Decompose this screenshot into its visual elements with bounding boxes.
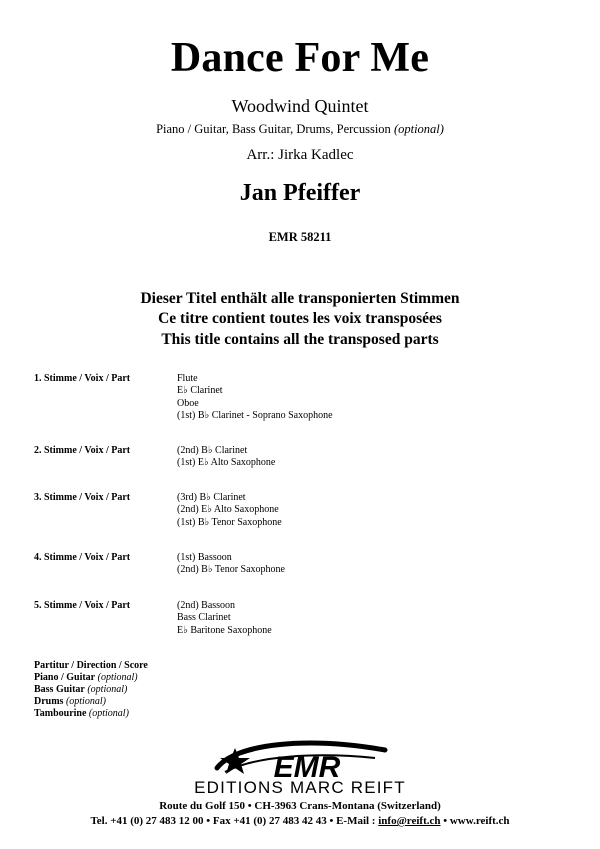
score-title: Dance For Me bbox=[170, 35, 430, 81]
logo-text: EMR bbox=[273, 751, 341, 784]
part-3-label: 3. Stimme / Voix / Part bbox=[34, 492, 131, 503]
instrument: E♭ Clarinet bbox=[177, 385, 223, 397]
instrument: (1st) Bassoon bbox=[177, 552, 232, 563]
extra-bass: Bass Guitar (optional) bbox=[34, 684, 128, 695]
part-2-label: 2. Stimme / Voix / Part bbox=[34, 445, 131, 456]
arranger: Arr.: Jirka Kadlec bbox=[246, 147, 354, 163]
extra-drums: Drums (optional) bbox=[34, 696, 106, 707]
additional-parts bbox=[34, 660, 148, 720]
extra-tambourine: Tambourine (optional) bbox=[34, 708, 129, 719]
instrument: (1st) B♭ Tenor Saxophone bbox=[177, 516, 282, 528]
extra-piano: Piano / Guitar (optional) bbox=[34, 672, 138, 683]
instrument: (1st) E♭ Alto Saxophone bbox=[177, 457, 276, 469]
publisher-address: Route du Golf 150 • CH-3963 Crans-Montana (Switzerland) bbox=[159, 800, 441, 812]
instrument: E♭ Baritone Saxophone bbox=[177, 624, 272, 636]
instrument: (3rd) B♭ Clarinet bbox=[177, 492, 246, 503]
composer: Jan Pfeiffer bbox=[239, 180, 361, 206]
instrument: (2nd) B♭ Clarinet bbox=[177, 445, 248, 456]
ensemble-subtitle: Woodwind Quintet bbox=[231, 96, 369, 116]
part-5-label: 5. Stimme / Voix / Part bbox=[34, 600, 131, 611]
instrument: (2nd) E♭ Alto Saxophone bbox=[177, 504, 279, 516]
instrument: Flute bbox=[177, 373, 198, 384]
part-5-instruments bbox=[177, 600, 272, 637]
part-4-label: 4. Stimme / Voix / Part bbox=[34, 552, 131, 563]
part-2-instruments bbox=[177, 445, 275, 470]
email-link[interactable]: info@reift.ch bbox=[378, 815, 441, 827]
instrument: (1st) B♭ Clarinet - Soprano Saxophone bbox=[177, 410, 333, 422]
publisher-name: EDITIONS MARC REIFT bbox=[194, 778, 406, 797]
notice-english: This title contains all the transposed parts bbox=[161, 331, 439, 348]
instrumentation-main: Piano / Guitar, Bass Guitar, Drums, Percussion bbox=[156, 122, 394, 136]
instrument: (2nd) Bassoon bbox=[177, 600, 236, 611]
extra-score: Partitur / Direction / Score bbox=[34, 660, 148, 671]
instrumentation-optional: (optional) bbox=[393, 122, 444, 136]
catalog-code: EMR 58211 bbox=[268, 230, 332, 244]
part-1-label: 1. Stimme / Voix / Part bbox=[34, 373, 131, 384]
notice-german: Dieser Titel enthält alle transponierten Stimmen bbox=[140, 290, 460, 307]
instrumentation-line bbox=[0, 122, 600, 137]
instrument: Bass Clarinet bbox=[177, 612, 231, 624]
publisher-contact: Tel. +41 (0) 27 483 12 00 • Fax +41 (0) 27 483 42 43 • E-Mail : info@reift.ch • www.reift.ch bbox=[90, 815, 510, 827]
part-4-instruments bbox=[177, 552, 285, 577]
website-text[interactable]: • www.reift.ch bbox=[440, 815, 510, 827]
instrument: Oboe bbox=[177, 397, 199, 409]
notice-french: Ce titre contient toutes les voix transposées bbox=[158, 310, 442, 327]
part-1-instruments bbox=[177, 373, 333, 423]
part-3-instruments bbox=[177, 492, 282, 529]
instrument: (2nd) B♭ Tenor Saxophone bbox=[177, 564, 285, 576]
